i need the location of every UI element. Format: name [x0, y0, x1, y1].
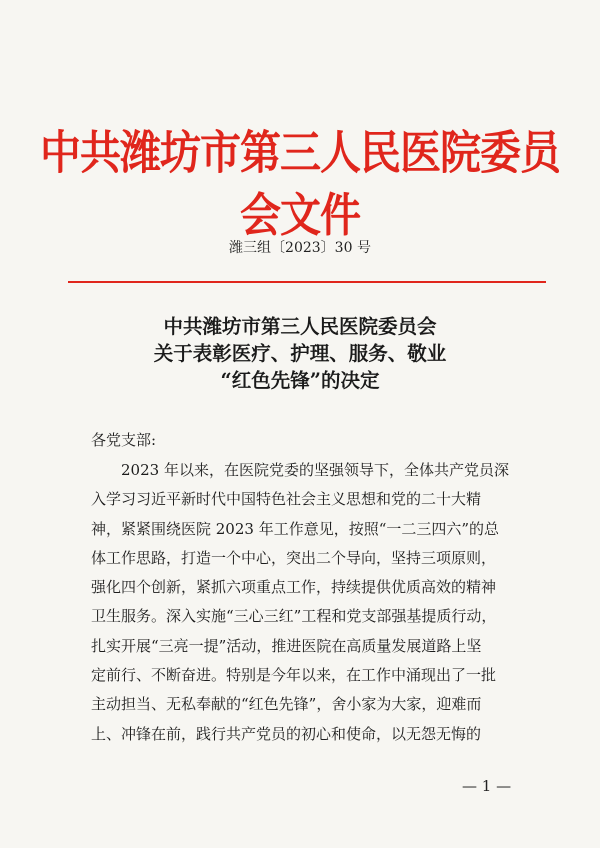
body-line: 上、冲锋在前，践行共产党员的初心和使命，以无怨无悔的: [91, 724, 482, 743]
title-line: 关于表彰医疗、护理、服务、敬业: [153, 342, 447, 365]
page-number: — 1 —: [462, 777, 512, 795]
body-line: 神，紧紧围绕医院 2023 年工作意见，按照“一二三四六”的总: [91, 519, 500, 538]
title-line: “红色先锋”的决定: [220, 369, 380, 392]
salutation: 各党支部:: [91, 431, 157, 449]
title-line: 中共潍坊市第三人民医院委员会: [163, 315, 437, 338]
document-title: [0, 313, 600, 394]
body-line: 扎实开展“三亮一提”活动，推进医院在高质量发展道路上坚: [91, 636, 482, 655]
red-separator-line: [68, 281, 546, 283]
document-number: 潍三组〔2023〕30 号: [229, 240, 371, 256]
body-line: 强化四个创新，紧抓六项重点工作，持续提供优质高效的精神: [91, 578, 497, 597]
body-line: 2023 年以来，在医院党委的坚强领导下，全体共产党员深: [121, 461, 509, 479]
body-line: 定前行、不断奋进。特别是今年以来，在工作中涌现出了一批: [91, 666, 497, 685]
body-line: 入学习习近平新时代中国特色社会主义思想和党的二十大精: [91, 490, 482, 509]
body-line: 卫生服务。深入实施“三心三红”工程和党支部强基提质行动，: [91, 607, 497, 626]
masthead-title: 中共潍坊市第三人民医院委员会文件: [40, 125, 560, 243]
body-line: 体工作思路，打造一个中心，突出二个导向，坚持三项原则，: [91, 548, 497, 567]
body-line: 主动担当、无私奉献的“红色先锋”，舍小家为大家，迎难而: [91, 695, 482, 714]
body-text: [91, 456, 521, 749]
